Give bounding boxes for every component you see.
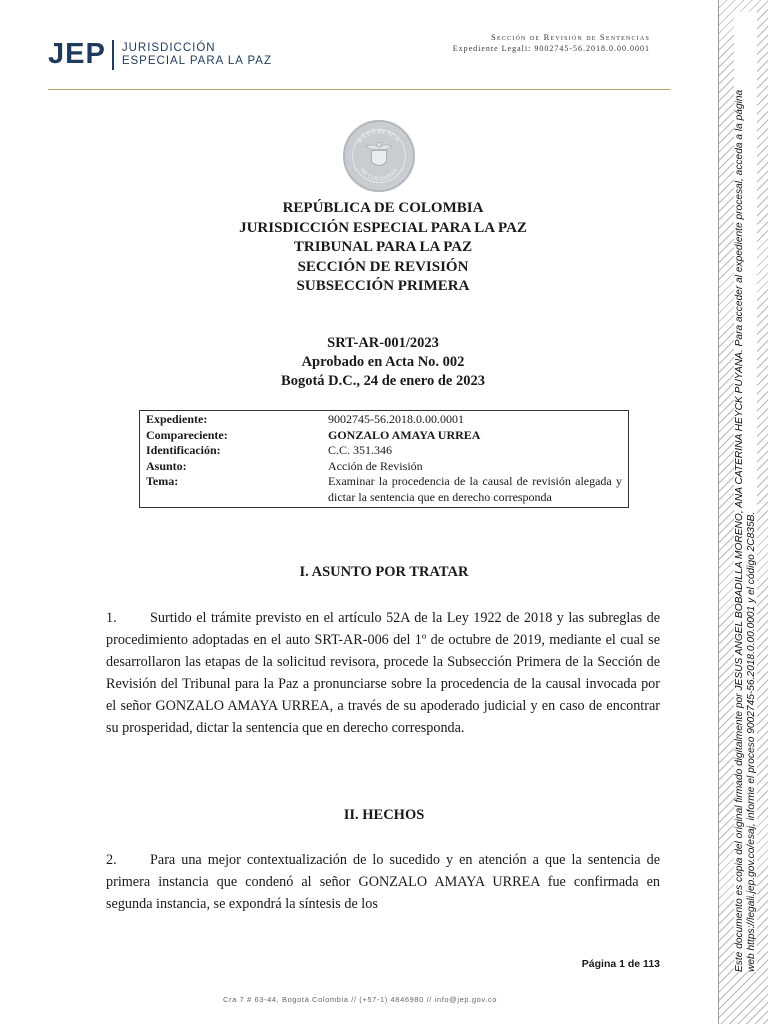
- paragraph-text: Para una mejor contextualización de lo sucedido y en atención a que la sentencia de primera instancia que condenó al señor GONZALO AMAYA URREA fue confirmada en segunda instancia, se expondrá la síntesis de los: [106, 852, 660, 912]
- signature-stamp-text: [734, 12, 757, 972]
- jep-logo: [48, 38, 272, 71]
- logo-line-2: ESPECIAL PARA LA PAZ: [121, 54, 273, 67]
- expediente-value: 9002745-56.2018.0.00.0001: [328, 412, 464, 426]
- page-number: Página 1 de 113: [581, 958, 660, 970]
- table-row: [140, 459, 628, 475]
- title-tribunal: TRIBUNAL PARA LA PAZ: [293, 239, 473, 255]
- stamp-line-2: web https://legali.jep.gov.co/esaj, informe el proceso 9002745-56.2018.0.00.0001 y el código 2C835B.: [745, 511, 757, 972]
- header-section-line: Sección de Revisión de Sentencias: [491, 32, 650, 42]
- paragraph-2: [106, 849, 660, 915]
- logo-mark: JEP: [48, 38, 106, 70]
- header-divider: [48, 89, 670, 90]
- compareciente-value: GONZALO AMAYA URREA: [328, 427, 481, 442]
- logo-separator: [112, 40, 114, 70]
- identificacion-label: Identificación:: [146, 443, 221, 457]
- paragraph-1: [106, 607, 660, 739]
- case-header: [120, 334, 646, 391]
- logo-text: [122, 42, 272, 68]
- case-info-table: [139, 410, 629, 508]
- section-title-asunto: I. ASUNTO POR TRATAR: [299, 564, 469, 580]
- seal-bottom-text: DE COLOMBIA: [358, 167, 400, 183]
- footer-address: Cra 7 # 63-44, Bogotá Colombia // (+57-1) 4846980 // info@jep.gov.co: [222, 995, 498, 1004]
- tema-value: Examinar la procedencia de la causal de revisión alegada y dictar la sentencia que en derecho corresponda: [328, 474, 622, 504]
- seal-top-text: REPÚBLICA: [356, 128, 402, 145]
- table-row: [140, 412, 628, 428]
- stamp-line-1: Este documento es copia del original firmado digitalmente por JESUS ANGEL BOBADILLA MORENO, ANA CATERINA HEYCK PUYANA. Para acceder al expediente procesal, acceda a la página: [734, 89, 745, 972]
- table-row: [140, 428, 628, 444]
- case-date: Bogotá D.C., 24 de enero de 2023: [281, 373, 485, 389]
- expediente-label: Expediente:: [146, 412, 208, 426]
- table-row: [140, 443, 628, 459]
- tema-label: Tema:: [146, 474, 179, 488]
- asunto-label: Asunto:: [146, 458, 187, 473]
- paragraph-number: 1.: [106, 610, 117, 626]
- svg-text:DE COLOMBIA: [359, 167, 400, 183]
- case-code: SRT-AR-001/2023: [327, 335, 439, 351]
- paragraph-number: 2.: [106, 852, 117, 868]
- header-expediente-line: Expediente Legali: 9002745-56.2018.0.00.0001: [452, 44, 650, 53]
- title-jurisdiccion: JURISDICCIÓN ESPECIAL PARA LA PAZ: [239, 219, 527, 236]
- asunto-value: Acción de Revisión: [328, 458, 423, 473]
- colombia-seal-icon: [343, 120, 415, 192]
- svg-text:REPÚBLICA: [356, 127, 401, 144]
- title-subseccion: SUBSECCIÓN PRIMERA: [296, 278, 470, 294]
- court-titles: [120, 199, 646, 297]
- header-info: [453, 32, 650, 53]
- case-acta: Aprobado en Acta No. 002: [301, 354, 465, 370]
- compareciente-label: Compareciente:: [146, 427, 228, 442]
- paragraph-text: Surtido el trámite previsto en el artículo 52A de la Ley 1922 de 2018 y las subreglas de procedimiento adoptadas en el auto SRT-AR-006 del 1º de octubre de 2019, mediante el cual se desarrollaron las etapas de la solicitud revisora, procede la Subsección Primera de la Sección de Revisión del Tribunal para la Paz a pronunciarse sobre la procedencia de la causal invocada por el señor GONZALO AMAYA URREA, a través de su apoderado judicial y en caso de encontrar su prosperidad, dictar la sentencia que en derecho corresponda.: [106, 610, 660, 736]
- title-seccion: SECCIÓN DE REVISIÓN: [297, 258, 469, 275]
- table-row: [140, 474, 628, 505]
- title-republica: REPÚBLICA DE COLOMBIA: [282, 200, 484, 216]
- identificacion-value: C.C. 351.346: [328, 443, 393, 457]
- section-title-hechos: II. HECHOS: [343, 807, 425, 823]
- logo-line-1: JURISDICCIÓN: [121, 41, 216, 54]
